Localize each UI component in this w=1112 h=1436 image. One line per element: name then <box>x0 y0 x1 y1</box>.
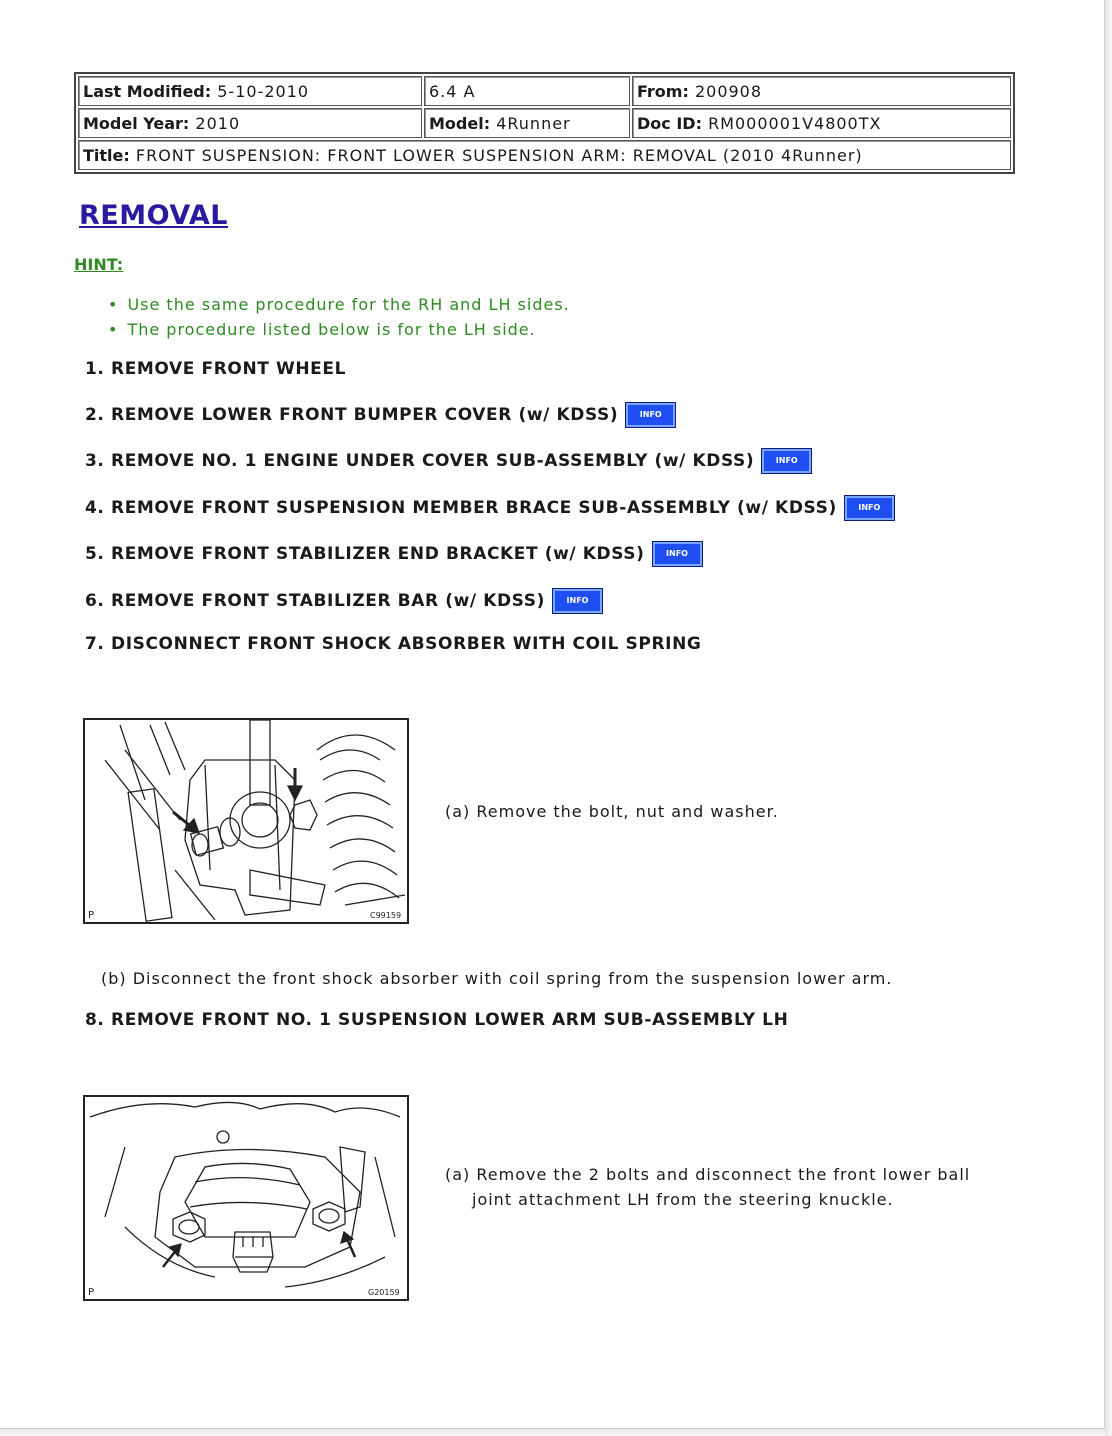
model-year-cell <box>78 108 422 138</box>
figure-corner: P <box>88 1287 95 1298</box>
document-header-table <box>74 72 1015 174</box>
figure-corner: P <box>88 910 95 921</box>
last-modified-value: 5-10-2010 <box>217 81 310 101</box>
last-modified-label: Last Modified: <box>83 81 212 101</box>
shock-absorber-illustration <box>83 718 409 924</box>
step-label: 7. DISCONNECT FRONT SHOCK ABSORBER WITH COIL SPRING <box>85 634 702 654</box>
from-label: From: <box>637 81 689 101</box>
step-7 <box>85 634 701 654</box>
info-button[interactable]: INFO <box>652 541 703 567</box>
from-value: 200908 <box>694 81 763 101</box>
step7-instruction-b: (b) Disconnect the front shock absorber with coil spring from the suspension lower arm. <box>101 969 893 988</box>
step-label: 2. REMOVE LOWER FRONT BUMPER COVER (w/ KDSS) <box>85 405 619 425</box>
hint-label: HINT: <box>74 255 124 274</box>
title-value: FRONT SUSPENSION: FRONT LOWER SUSPENSION ARM: REMOVAL (2010 4Runner) <box>135 145 863 165</box>
step8-instruction-a-line2: joint attachment LH from the steering knuckle. <box>472 1190 894 1209</box>
model-year-label: Model Year: <box>83 113 190 133</box>
hint-list <box>108 292 570 342</box>
doc-id-label: Doc ID: <box>637 113 702 133</box>
page-shadow-right <box>1105 0 1112 1436</box>
section-title: REMOVAL <box>79 200 228 231</box>
model-cell <box>424 108 630 138</box>
info-button[interactable]: INFO <box>625 402 676 428</box>
step-label: 4. REMOVE FRONT SUSPENSION MEMBER BRACE SUB-ASSEMBLY (w/ KDSS) <box>85 498 837 518</box>
step-label: 3. REMOVE NO. 1 ENGINE UNDER COVER SUB-ASSEMBLY (w/ KDSS) <box>85 451 755 471</box>
figure-code: C99159 <box>370 911 402 920</box>
title-label: Title: <box>83 145 130 165</box>
model-value: 4Runner <box>496 113 571 133</box>
step-5 <box>85 541 703 567</box>
step-1 <box>85 359 346 379</box>
version-cell <box>424 76 630 106</box>
step-label: 5. REMOVE FRONT STABILIZER END BRACKET (w/ KDSS) <box>85 544 645 564</box>
model-label: Model: <box>429 113 491 133</box>
step-3 <box>85 448 812 474</box>
ball-joint-illustration <box>83 1095 409 1301</box>
info-button[interactable]: INFO <box>844 495 895 521</box>
page-shadow-bottom <box>0 1429 1112 1436</box>
step-6 <box>85 588 603 614</box>
step-label: 6. REMOVE FRONT STABILIZER BAR (w/ KDSS) <box>85 591 545 611</box>
title-cell <box>78 140 1011 170</box>
from-cell <box>632 76 1011 106</box>
doc-id-cell <box>632 108 1011 138</box>
step-2 <box>85 402 676 428</box>
info-button[interactable]: INFO <box>552 588 603 614</box>
model-year-value: 2010 <box>195 113 241 133</box>
version-value: 6.4 A <box>429 81 476 101</box>
step-label: 1. REMOVE FRONT WHEEL <box>85 359 347 379</box>
last-modified-cell <box>78 76 422 106</box>
step-8 <box>85 1010 788 1030</box>
hint-item: • Use the same procedure for the RH and LH sides. <box>108 292 570 317</box>
info-button[interactable]: INFO <box>761 448 812 474</box>
figure-code: G20159 <box>368 1288 400 1297</box>
step-label: 8. REMOVE FRONT NO. 1 SUSPENSION LOWER ARM SUB-ASSEMBLY LH <box>85 1010 789 1030</box>
step7-instruction-a: (a) Remove the bolt, nut and washer. <box>445 802 779 821</box>
step-4 <box>85 495 895 521</box>
step8-instruction-a-line1: (a) Remove the 2 bolts and disconnect the front lower ball <box>445 1165 971 1184</box>
doc-id-value: RM000001V4800TX <box>708 113 882 133</box>
hint-item: • The procedure listed below is for the LH side. <box>108 317 570 342</box>
